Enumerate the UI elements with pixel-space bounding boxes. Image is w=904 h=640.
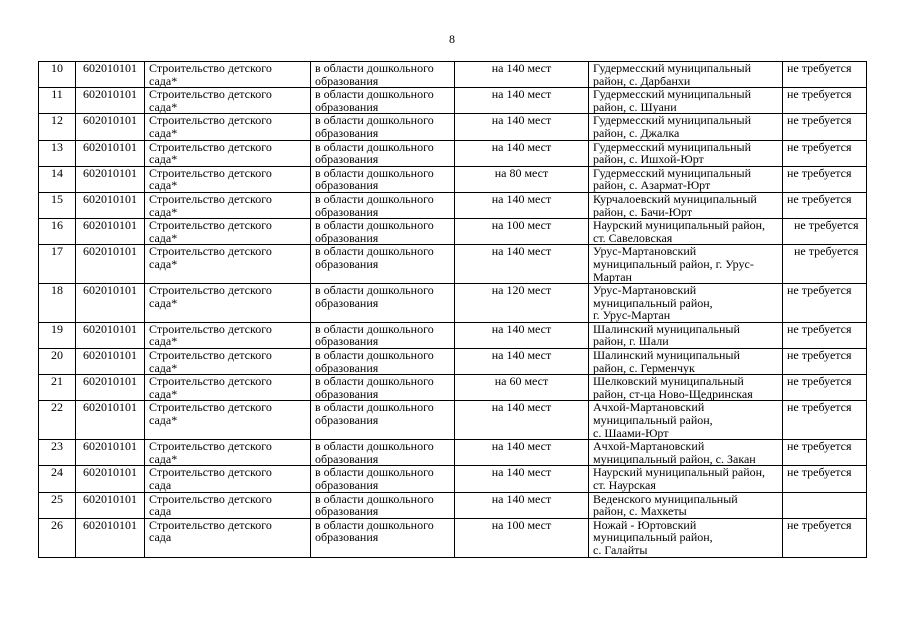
row-code: 602010101 [76, 284, 145, 323]
row-area: в области дошкольного образования [311, 518, 455, 557]
row-location: Урус-Мартановский муниципальный район, г. Урус- Мартан [589, 245, 783, 284]
table-row [39, 140, 867, 166]
table-row [39, 466, 867, 492]
row-number: 18 [39, 284, 76, 323]
row-requirement: не требуется [783, 62, 867, 88]
row-capacity: на 140 мест [455, 114, 589, 140]
row-area: в области дошкольного образования [311, 166, 455, 192]
row-number: 15 [39, 192, 76, 218]
row-requirement: не требуется [783, 284, 867, 323]
table-row [39, 166, 867, 192]
row-capacity: на 140 мест [455, 466, 589, 492]
row-capacity: на 140 мест [455, 88, 589, 114]
row-code: 602010101 [76, 192, 145, 218]
row-code: 602010101 [76, 518, 145, 557]
row-object: Строительство детского сада* [145, 322, 311, 348]
table-body [39, 62, 867, 558]
row-number: 22 [39, 401, 76, 440]
row-location: Ачхой-Мартановский муниципальный район, с. Закан [589, 440, 783, 466]
row-code: 602010101 [76, 245, 145, 284]
row-location: Ачхой-Мартановский муниципальный район, с. Шаами-Юрт [589, 401, 783, 440]
row-number: 21 [39, 375, 76, 401]
row-number: 12 [39, 114, 76, 140]
row-area: в области дошкольного образования [311, 349, 455, 375]
row-location: Ножай - Юртовский муниципальный район, с. Галайты [589, 518, 783, 557]
row-capacity: на 60 мест [455, 375, 589, 401]
row-capacity: на 140 мест [455, 492, 589, 518]
row-number: 16 [39, 219, 76, 245]
row-location: Гудермесский муниципальный район, с. Джалка [589, 114, 783, 140]
row-object: Строительство детского сада* [145, 375, 311, 401]
row-number: 23 [39, 440, 76, 466]
row-object: Строительство детского сада* [145, 349, 311, 375]
row-requirement: не требуется [783, 518, 867, 557]
facilities-table [38, 61, 867, 558]
row-code: 602010101 [76, 375, 145, 401]
row-requirement: не требуется [783, 88, 867, 114]
row-object: Строительство детского сада* [145, 440, 311, 466]
row-requirement: не требуется [783, 322, 867, 348]
row-requirement: не требуется [783, 166, 867, 192]
row-number: 10 [39, 62, 76, 88]
table-row [39, 401, 867, 440]
row-object: Строительство детского сада* [145, 284, 311, 323]
row-area: в области дошкольного образования [311, 401, 455, 440]
table-row [39, 284, 867, 323]
row-capacity: на 140 мест [455, 349, 589, 375]
row-capacity: на 140 мест [455, 322, 589, 348]
row-location: Гудермесский муниципальный район, с. Азармат-Юрт [589, 166, 783, 192]
row-capacity: на 80 мест [455, 166, 589, 192]
row-location: Шалинский муниципальный район, с. Герменчук [589, 349, 783, 375]
row-number: 26 [39, 518, 76, 557]
row-code: 602010101 [76, 62, 145, 88]
row-object: Строительство детского сада* [145, 192, 311, 218]
row-object: Строительство детского сада [145, 466, 311, 492]
table-row [39, 245, 867, 284]
row-code: 602010101 [76, 219, 145, 245]
row-requirement: не требуется [783, 349, 867, 375]
row-capacity: на 140 мест [455, 401, 589, 440]
row-capacity: на 120 мест [455, 284, 589, 323]
row-object: Строительство детского сада* [145, 114, 311, 140]
row-requirement: не требуется [783, 440, 867, 466]
row-capacity: на 100 мест [455, 518, 589, 557]
row-capacity: на 100 мест [455, 219, 589, 245]
row-number: 14 [39, 166, 76, 192]
row-requirement [783, 492, 867, 518]
row-area: в области дошкольного образования [311, 322, 455, 348]
row-code: 602010101 [76, 166, 145, 192]
row-location: Наурский муниципальный район, ст. Савеловская [589, 219, 783, 245]
row-number: 19 [39, 322, 76, 348]
row-code: 602010101 [76, 466, 145, 492]
row-area: в области дошкольного образования [311, 466, 455, 492]
row-area: в области дошкольного образования [311, 114, 455, 140]
row-requirement: не требуется [783, 114, 867, 140]
table-row [39, 192, 867, 218]
row-location: Веденского муниципальный район, с. Махкеты [589, 492, 783, 518]
row-location: Гудермесский муниципальный район, с. Шуани [589, 88, 783, 114]
row-capacity: на 140 мест [455, 62, 589, 88]
row-requirement: не требуется [783, 466, 867, 492]
row-area: в области дошкольного образования [311, 492, 455, 518]
row-area: в области дошкольного образования [311, 88, 455, 114]
row-requirement: не требуется [783, 192, 867, 218]
row-requirement: не требуется [783, 401, 867, 440]
row-requirement: не требуется [783, 140, 867, 166]
row-object: Строительство детского сада [145, 518, 311, 557]
row-code: 602010101 [76, 440, 145, 466]
table-row [39, 375, 867, 401]
row-object: Строительство детского сада* [145, 401, 311, 440]
row-area: в области дошкольного образования [311, 192, 455, 218]
row-location: Гудермесский муниципальный район, с. Ишхой-Юрт [589, 140, 783, 166]
row-capacity: на 140 мест [455, 245, 589, 284]
row-object: Строительство детского сада* [145, 245, 311, 284]
row-number: 17 [39, 245, 76, 284]
row-area: в области дошкольного образования [311, 440, 455, 466]
row-location: Урус-Мартановский муниципальный район, г. Урус-Мартан [589, 284, 783, 323]
row-object: Строительство детского сада* [145, 219, 311, 245]
row-area: в области дошкольного образования [311, 62, 455, 88]
row-location: Шелковский муниципальный район, ст-ца Ново-Щедринская [589, 375, 783, 401]
row-capacity: на 140 мест [455, 440, 589, 466]
row-location: Курчалоевский муниципальный район, с. Бачи-Юрт [589, 192, 783, 218]
table-row [39, 322, 867, 348]
row-object: Строительство детского сада* [145, 88, 311, 114]
table-row [39, 492, 867, 518]
table-row [39, 62, 867, 88]
row-code: 602010101 [76, 114, 145, 140]
table-row [39, 440, 867, 466]
row-area: в области дошкольного образования [311, 245, 455, 284]
row-capacity: на 140 мест [455, 140, 589, 166]
row-requirement: не требуется [783, 245, 867, 284]
row-object: Строительство детского сада* [145, 140, 311, 166]
row-code: 602010101 [76, 322, 145, 348]
row-capacity: на 140 мест [455, 192, 589, 218]
row-location: Гудермесский муниципальный район, с. Дарбанхи [589, 62, 783, 88]
row-code: 602010101 [76, 492, 145, 518]
row-code: 602010101 [76, 140, 145, 166]
row-number: 20 [39, 349, 76, 375]
row-area: в области дошкольного образования [311, 140, 455, 166]
row-requirement: не требуется [783, 219, 867, 245]
page-number: 8 [449, 32, 455, 46]
row-object: Строительство детского сада [145, 492, 311, 518]
table-row [39, 219, 867, 245]
row-area: в области дошкольного образования [311, 375, 455, 401]
row-number: 24 [39, 466, 76, 492]
table-row [39, 349, 867, 375]
row-object: Строительство детского сада* [145, 62, 311, 88]
row-number: 13 [39, 140, 76, 166]
row-area: в области дошкольного образования [311, 219, 455, 245]
table-row [39, 114, 867, 140]
row-object: Строительство детского сада* [145, 166, 311, 192]
row-code: 602010101 [76, 88, 145, 114]
row-location: Шалинский муниципальный район, г. Шали [589, 322, 783, 348]
row-requirement: не требуется [783, 375, 867, 401]
table-row [39, 518, 867, 557]
row-location: Наурский муниципальный район, ст. Наурская [589, 466, 783, 492]
row-code: 602010101 [76, 401, 145, 440]
row-number: 25 [39, 492, 76, 518]
row-area: в области дошкольного образования [311, 284, 455, 323]
row-number: 11 [39, 88, 76, 114]
row-code: 602010101 [76, 349, 145, 375]
table-row [39, 88, 867, 114]
